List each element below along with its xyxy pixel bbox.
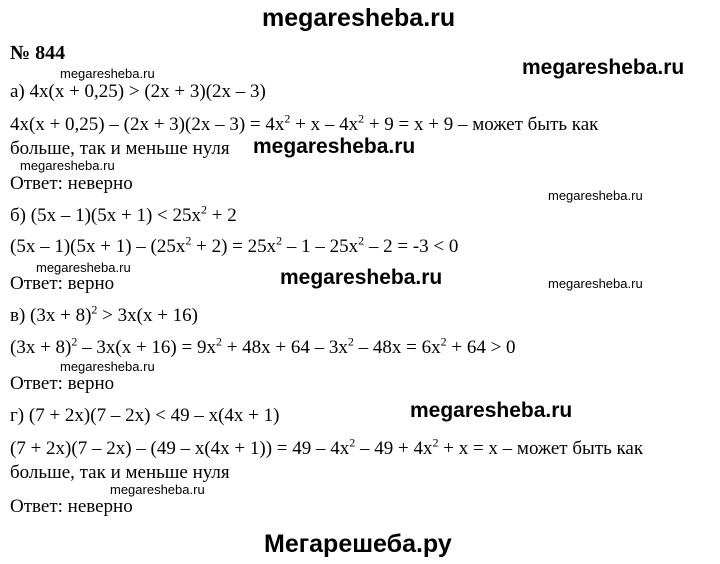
math-text: – 49 + 4x xyxy=(355,438,433,459)
watermark: megaresheba.ru xyxy=(60,66,155,81)
watermark: megaresheba.ru xyxy=(36,260,131,275)
math-text: + 64 > 0 xyxy=(446,337,516,358)
watermark: megaresheba.ru xyxy=(253,135,416,158)
solution-c-line1 xyxy=(10,334,516,359)
math-text: – 2 = -3 < 0 xyxy=(364,236,459,257)
exponent: 2 xyxy=(284,111,291,126)
task-a-text: а) 4x(x + 0,25) > (2x + 3)(2x – 3) xyxy=(10,81,266,102)
answer-d: Ответ: неверно xyxy=(10,496,133,517)
exponent: 2 xyxy=(91,302,98,317)
solution-b-line1 xyxy=(10,233,459,258)
watermark: megaresheba.ru xyxy=(548,188,643,203)
math-text: в) (3x + 8) xyxy=(10,305,92,326)
math-text: – 3x(x + 16) = 9x xyxy=(77,337,216,358)
exponent: 2 xyxy=(185,233,192,248)
math-text: + 9 = x + 9 – может быть как xyxy=(364,114,599,135)
answer-a: Ответ: неверно xyxy=(10,173,133,194)
exponent: 2 xyxy=(440,334,447,349)
math-text: б) (5x – 1)(5x + 1) < 25x xyxy=(10,205,201,226)
problem-number: № 844 xyxy=(10,42,66,64)
solution-a-line2: больше, так и меньше нуля xyxy=(10,138,230,159)
solution-d-line2: больше, так и меньше нуля xyxy=(10,462,230,483)
math-text: – 1 – 25x xyxy=(282,236,359,257)
solution-d-line1 xyxy=(10,435,644,460)
math-text: – 48x = 6x xyxy=(353,337,441,358)
task-a xyxy=(10,81,266,103)
exponent: 2 xyxy=(200,202,207,217)
exponent: 2 xyxy=(347,334,354,349)
site-footer-brand[interactable]: Мегарешеба.ру xyxy=(264,530,452,558)
math-text: + 48x + 64 – 3x xyxy=(221,337,348,358)
answer-c: Ответ: верно xyxy=(10,373,115,394)
math-text: + x – 4x xyxy=(290,114,359,135)
task-d xyxy=(10,405,279,427)
exponent: 2 xyxy=(71,334,78,349)
math-text: 4x(x + 0,25) – (2x + 3)(2x – 3) = 4x xyxy=(10,114,285,135)
watermark: megaresheba.ru xyxy=(60,359,155,374)
watermark: megaresheba.ru xyxy=(410,399,573,422)
exponent: 2 xyxy=(349,435,356,450)
site-header-brand[interactable]: megaresheba.ru xyxy=(262,4,456,32)
math-text: (3x + 8) xyxy=(10,337,72,358)
math-text: г) (7 + 2x)(7 – 2x) < 49 – x(4x + 1) xyxy=(10,405,280,426)
math-text: + 2 xyxy=(206,205,237,226)
math-text: (7 + 2x)(7 – 2x) – (49 – x(4x + 1)) = 49 – 4x xyxy=(10,438,350,459)
watermark: megaresheba.ru xyxy=(20,158,115,173)
answer-b: Ответ: верно xyxy=(10,273,115,294)
watermark: megaresheba.ru xyxy=(280,266,443,289)
exponent: 2 xyxy=(432,435,439,450)
math-text: > 3x(x + 16) xyxy=(97,305,199,326)
math-text: + 2) = 25x xyxy=(191,236,277,257)
math-text: (5x – 1)(5x + 1) – (25x xyxy=(10,236,186,257)
solution-a-line1 xyxy=(10,111,599,136)
watermark: megaresheba.ru xyxy=(548,276,643,291)
exponent: 2 xyxy=(358,233,365,248)
task-c xyxy=(10,302,199,327)
math-text: + x = x – может быть как xyxy=(438,438,644,459)
watermark: megaresheba.ru xyxy=(110,482,205,497)
exponent: 2 xyxy=(358,111,365,126)
exponent: 2 xyxy=(215,334,222,349)
exponent: 2 xyxy=(276,233,283,248)
watermark: megaresheba.ru xyxy=(522,56,685,79)
task-b xyxy=(10,202,237,227)
